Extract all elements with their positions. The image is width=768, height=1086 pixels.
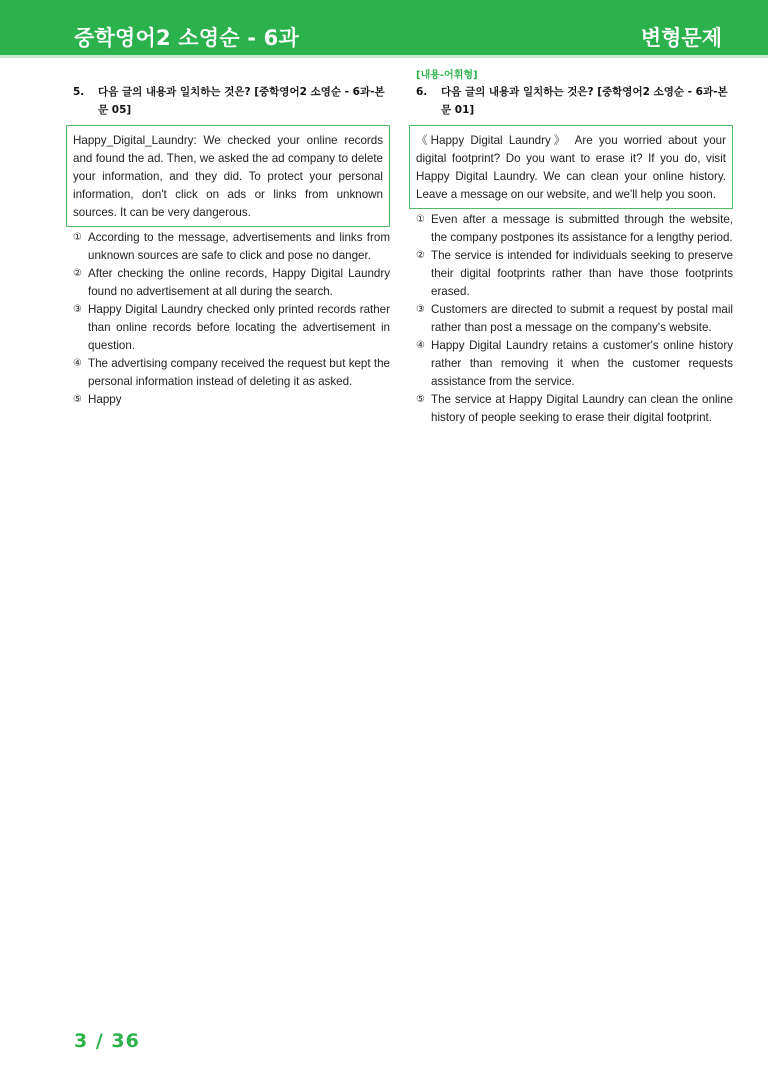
choice-mark: ⑤	[73, 394, 82, 405]
section-label: 변형문제	[640, 26, 722, 50]
page-title: 중학영어2 소영순 - 6과	[74, 26, 299, 50]
question-header	[409, 83, 733, 119]
choice-5[interactable]	[416, 391, 733, 427]
choice-list	[409, 211, 733, 427]
choice-text: Happy	[88, 393, 122, 406]
choice-4[interactable]	[416, 337, 733, 391]
question-type-tag: [내용-어휘형]	[416, 70, 478, 81]
choice-text: According to the message, advertisements and links from unknown sources are safe to click and pose no danger.	[88, 231, 390, 262]
choice-mark: ④	[416, 340, 425, 351]
choice-mark: ①	[73, 232, 82, 243]
choice-1[interactable]	[73, 229, 390, 265]
choice-text: After checking the online records, Happy Digital Laundry found no advertisement at all during the search.	[88, 267, 390, 298]
choice-3[interactable]	[416, 301, 733, 337]
question-stem: 다음 글의 내용과 일치하는 것은? [중학영어2 소영순 - 6과-본문 05]	[98, 86, 385, 116]
question-6	[409, 66, 733, 427]
choice-list	[66, 229, 390, 409]
choice-text: Customers are directed to submit a request by postal mail rather than post a message on the company's website.	[431, 303, 733, 334]
question-number: 6.	[416, 86, 428, 98]
choice-5[interactable]	[73, 391, 390, 409]
passage-box: Happy_Digital_Laundry: We checked your online records and found the ad. Then, we asked the ad company to delete your information, and they did. To protect your personal information, don't click on ads or links from unknown sources. It can be very dangerous.	[66, 125, 390, 227]
choice-mark: ③	[416, 304, 425, 315]
question-type-tag	[66, 66, 390, 83]
question-header	[66, 83, 390, 119]
choice-4[interactable]	[73, 355, 390, 391]
question-number: 5.	[73, 86, 85, 98]
choice-3[interactable]	[73, 301, 390, 355]
choice-2[interactable]	[416, 247, 733, 301]
choice-mark: ②	[416, 250, 425, 261]
question-stem: 다음 글의 내용과 일치하는 것은? [중학영어2 소영순 - 6과-본문 01]	[441, 86, 728, 116]
choice-text: Happy Digital Laundry checked only printed records rather than online records before locating the advertisement in question.	[88, 303, 390, 352]
choice-text: Happy Digital Laundry retains a customer's online history rather than removing it when the customer requests assistance from the service.	[431, 339, 733, 388]
choice-text: The service is intended for individuals seeking to preserve their digital footprints rather than have those footprints erased.	[431, 249, 733, 298]
passage-box: 《Happy Digital Laundry》 Are you worried about your digital footprint? Do you want to erase it? If you do, visit Happy Digital Laundry. We can clean your online history. Leave a message on our website, and we'll help you soon.	[409, 125, 733, 209]
choice-mark: ③	[73, 304, 82, 315]
question-5	[66, 66, 390, 409]
choice-mark: ①	[416, 214, 425, 225]
choice-text: Even after a message is submitted through the website, the company postpones its assistance for a lengthy period.	[431, 213, 733, 244]
page-number: 3 / 36	[74, 1030, 140, 1052]
choice-1[interactable]	[416, 211, 733, 247]
choice-2[interactable]	[73, 265, 390, 301]
choice-mark: ⑤	[416, 394, 425, 405]
choice-mark: ②	[73, 268, 82, 279]
choice-text: The advertising company received the request but kept the personal information instead of deleting it as asked.	[88, 357, 390, 388]
page-header	[0, 0, 768, 58]
choice-mark: ④	[73, 358, 82, 369]
choice-text: The service at Happy Digital Laundry can clean the online history of people seeking to erase their digital footprint.	[431, 393, 733, 424]
